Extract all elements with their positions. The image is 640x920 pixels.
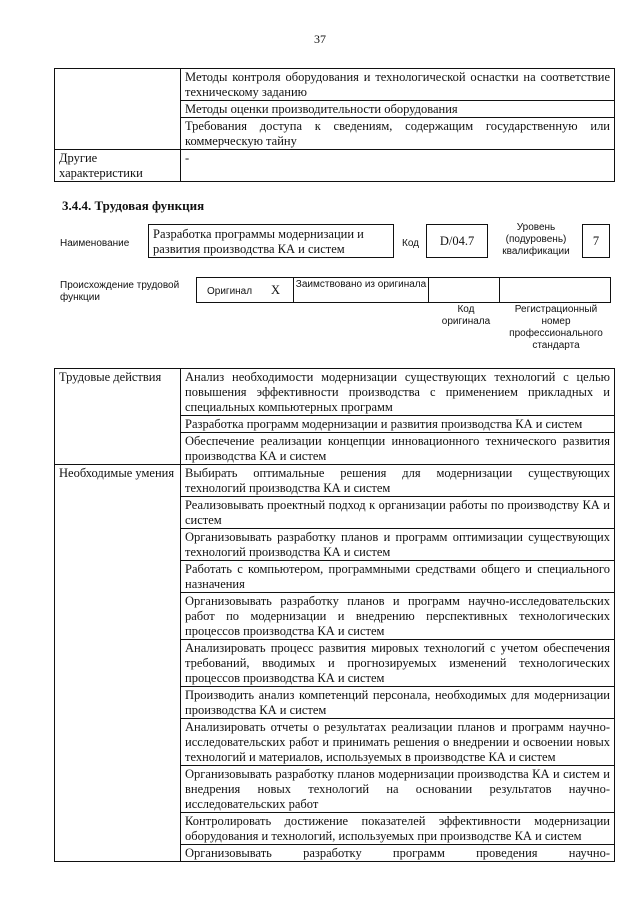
code-label: Код xyxy=(402,238,420,249)
table-cell: Анализировать процесс развития мировых технологий с учетом обеспечения требований, вводимых и прогнозируемых изменений технологических процессов производства КА и систем xyxy=(181,640,615,687)
level-label: Уровень (подуровень) квалификации xyxy=(502,222,570,257)
original-label: Оригинал xyxy=(207,286,253,297)
borrowed-label: Заимствовано из оригинала xyxy=(295,279,427,290)
table-cell: Методы контроля оборудования и технологической оснастки на соответствие техническому заданию xyxy=(181,69,615,101)
level-box xyxy=(582,224,610,258)
table-cell: Выбирать оптимальные решения для модернизации существующих технологий производства КА и систем xyxy=(181,465,615,497)
section-title: 3.4.4. Трудовая функция xyxy=(62,198,205,213)
table-cell: Организовывать разработку планов модернизации производства КА и систем и внедрения новых технологий на основании результатов научно-исследовательских работ xyxy=(181,766,615,813)
origin-label: Происхождение трудовой функции xyxy=(60,280,180,303)
table-cell: Анализ необходимости модернизации существующих технологий с целью повышения эффективности производства с применением прикладных и специальных компьютерных программ xyxy=(181,369,615,416)
table-cell: Реализовывать проектный подход к организации работы по производству КА и систем xyxy=(181,497,615,529)
code-original-label: Код оригинала xyxy=(441,304,491,327)
table-row xyxy=(55,369,615,416)
row-label: Необходимые умения xyxy=(55,465,181,862)
table-cell: Обеспечение реализации концепции инновационного технического развития производства КА и систем xyxy=(181,433,615,465)
table-cell: Разработка программ модернизации и развития производства КА и систем xyxy=(181,416,615,433)
code-value: D/04.7 xyxy=(439,234,475,248)
table-row xyxy=(55,69,615,101)
table-cell: Организовывать разработку планов и программ оптимизации существующих технологий производства КА и систем xyxy=(181,529,615,561)
page-number: 37 xyxy=(314,32,326,46)
table-cell: Требования доступа к сведениям, содержащим государственную или коммерческую тайну xyxy=(181,118,615,150)
labor-function-table xyxy=(54,368,615,862)
table-cell: Методы оценки производительности оборудования xyxy=(181,101,615,118)
name-value: Разработка программы модернизации и развития производства КА и систем xyxy=(153,227,364,256)
original-mark: X xyxy=(271,283,281,297)
row-label xyxy=(55,69,181,150)
reg-number-label: Регистрационный номер профессионального стандарта xyxy=(509,304,603,351)
table-cell: Организовывать разработку планов и программ научно-исследовательских работ по модернизации и внедрению перспективных технологических процессов производства КА и систем xyxy=(181,593,615,640)
table-cell: Производить анализ компетенций персонала, необходимых для модернизации производства КА и систем xyxy=(181,687,615,719)
table-cell: Контролировать достижение показателей эффективности модернизации оборудования и технологий, используемых при производстве КА и систем xyxy=(181,813,615,845)
table-cell: Организовывать разработку программ проведения научно- xyxy=(181,845,615,862)
reg-number-box xyxy=(499,277,611,303)
knowledge-table xyxy=(54,68,615,182)
row-label: Трудовые действия xyxy=(55,369,181,465)
name-box xyxy=(148,224,394,258)
table-cell: Работать с компьютером, программными средствами общего и специального назначения xyxy=(181,561,615,593)
row-label: Другие характеристики xyxy=(55,150,181,182)
table-cell: - xyxy=(181,150,615,182)
table-row xyxy=(55,465,615,497)
level-value: 7 xyxy=(592,234,600,248)
table-row xyxy=(55,150,615,182)
table-cell: Анализировать отчеты о результатах реализации планов и программ научно-исследовательских работ и принимать решения о внедрении и освоении новых технологий и материалов, используемых в производстве КА и систем xyxy=(181,719,615,766)
code-box xyxy=(426,224,488,258)
original-box xyxy=(196,277,294,303)
borrowed-box xyxy=(293,277,429,303)
code-original-box xyxy=(428,277,500,303)
name-label: Наименование xyxy=(60,238,130,249)
